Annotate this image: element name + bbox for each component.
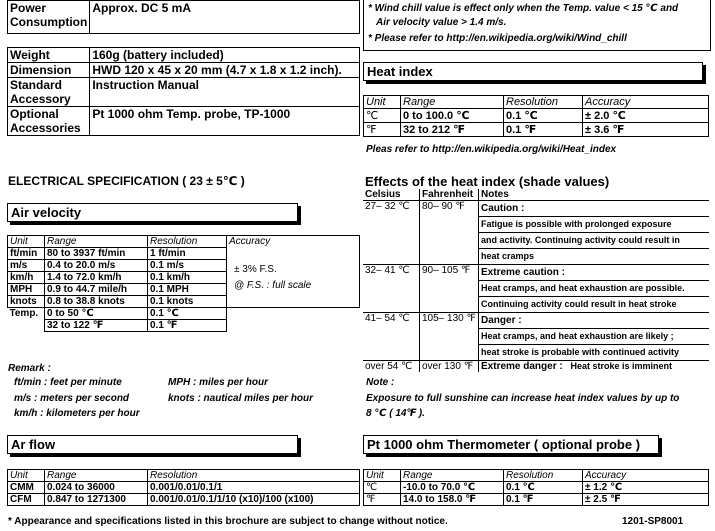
heat-index-note: Pleas refer to http://en.wikipedia.org/wiki/Heat_index — [366, 144, 617, 155]
cell-unit: MPH — [8, 284, 45, 296]
remark-left-3: km/h : kilometers per hour — [14, 408, 140, 419]
cell-range: 14.0 to 158.0 ℉ — [401, 494, 504, 506]
footer-disclaimer: * Appearance and specifications listed in this brochure are subject to change without notice. — [8, 516, 448, 527]
header-accuracy: Accuracy — [583, 470, 709, 482]
cell-unit: km/h — [8, 272, 45, 284]
header-range: Range — [45, 236, 148, 248]
cell-unit: m/s — [8, 260, 45, 272]
cell-resolution: 0.1 ℃ — [504, 109, 583, 123]
header-notes: Notes — [479, 189, 709, 201]
wind-chill-note-3: * Please refer to http://en.wikipedia.org/wiki/Wind_chill — [368, 33, 627, 44]
table-row — [8, 48, 360, 63]
header-resolution: Resolution — [504, 96, 583, 109]
table-row — [363, 265, 709, 313]
cell-range: 0.8 to 38.8 knots — [45, 296, 148, 308]
remark-left-2: m/s : meters per second — [14, 393, 130, 404]
cell-resolution: 0.1 m/s — [148, 260, 227, 272]
table-row — [364, 482, 709, 494]
spec-value: Instruction Manual — [90, 78, 360, 107]
note-title: Caution : — [479, 201, 709, 217]
note-title: Extreme caution : — [479, 265, 709, 281]
table-row — [363, 313, 709, 361]
note-title: Danger : — [479, 313, 709, 329]
pt1000-title: Pt 1000 ohm Thermometer ( optional probe ) — [363, 435, 659, 454]
cell-resolution: 0.1 ℃ — [148, 308, 227, 320]
header-resolution: Resolution — [504, 470, 583, 482]
spec-value: Pt 1000 ohm Temp. probe, TP-1000 — [90, 107, 360, 136]
cell-range: 0.4 to 20.0 m/s — [45, 260, 148, 272]
cell-accuracy: ± 1.2 ℃ — [583, 482, 709, 494]
table-row — [8, 482, 360, 494]
remark-title: Remark : — [8, 363, 51, 374]
cell-range: 0 to 50 ℃ — [45, 308, 148, 320]
cell-range: 0 to 100.0 ℃ — [401, 109, 504, 123]
cell-celsius: 41– 54 ℃ — [363, 313, 420, 361]
spec-value: HWD 120 x 45 x 20 mm (4.7 x 1.8 x 1.2 inch). — [90, 63, 360, 78]
air-velocity-title: Air velocity — [7, 203, 298, 222]
heat-index-title: Heat index — [363, 62, 703, 81]
header-resolution: Resolution — [148, 470, 360, 482]
general-spec-table — [7, 0, 360, 136]
note-line: and activity. Continuing activity could result in — [479, 233, 709, 249]
cell-celsius: over 54 ℃ — [363, 361, 420, 373]
accuracy-value: ± 3% F.S. — [234, 263, 277, 275]
note-title: Extreme danger : — [481, 361, 563, 372]
cell-range: 80 to 3937 ft/min — [45, 248, 148, 260]
cell-notes — [479, 201, 709, 265]
table-row — [363, 361, 709, 373]
header-unit: Unit — [364, 470, 401, 482]
cell-accuracy: ± 2.0 ℃ — [583, 109, 709, 123]
cell-resolution: 0.1 MPH — [148, 284, 227, 296]
heat-note-title: Note : — [366, 377, 395, 388]
cell-notes — [479, 361, 709, 373]
wind-chill-notes-box — [363, 0, 711, 51]
air-flow-table — [7, 469, 360, 506]
heat-note-line-2: 8 ℃ ( 14℉ ). — [366, 408, 425, 419]
spec-label: Optional Accessories — [8, 107, 90, 136]
cell-empty — [227, 308, 360, 332]
cell-notes — [479, 313, 709, 361]
cell-unit: knots — [8, 296, 45, 308]
heat-effects-table — [363, 189, 709, 372]
spec-label: Dimension — [8, 63, 90, 78]
cell-fahrenheit: 90– 105 ℉ — [420, 265, 479, 313]
spec-value: 160g (battery included) — [90, 48, 360, 63]
cell-resolution: 0.1 knots — [148, 296, 227, 308]
remark-right-2: knots : nautical miles per hour — [168, 393, 314, 404]
air-flow-title: Ar flow — [7, 435, 298, 454]
cell-range: 32 to 212 ℉ — [401, 123, 504, 137]
cell-resolution: 0.001/0.01/0.1/1 — [148, 482, 360, 494]
heat-note-line-1: Exposure to full sunshine can increase heat index values by up to — [366, 393, 680, 404]
remark-left-1: ft/min : feet per minute — [14, 377, 122, 388]
cell-unit: CMM — [8, 482, 45, 494]
cell-range: 32 to 122 ℉ — [45, 320, 148, 332]
electrical-spec-title: ELECTRICAL SPECIFICATION ( 23 ± 5℃ ) — [8, 174, 245, 188]
table-row — [364, 470, 709, 482]
table-row — [8, 63, 360, 78]
cell-resolution: 0.001/0.01/0.1/1/10 (x10)/100 (x100) — [148, 494, 360, 506]
pt1000-table — [363, 469, 709, 506]
cell-range: -10.0 to 70.0 ℃ — [401, 482, 504, 494]
accuracy-note: @ F.S. : full scale — [234, 279, 312, 291]
note-line: Heat cramps, and heat exhaustion are possible. — [479, 281, 709, 297]
table-row — [8, 308, 360, 320]
cell-resolution: 0.1 ℃ — [504, 482, 583, 494]
remark-right-1: MPH : miles per hour — [168, 377, 269, 388]
header-unit: Unit — [8, 236, 45, 248]
cell-resolution: 0.1 ℉ — [504, 494, 583, 506]
cell-range: 0.024 to 36000 — [45, 482, 148, 494]
heat-index-table — [363, 95, 709, 137]
cell-range: 0.847 to 1271300 — [45, 494, 148, 506]
table-row — [364, 123, 709, 137]
header-unit: Unit — [364, 96, 401, 109]
header-range: Range — [401, 96, 504, 109]
table-row — [8, 107, 360, 136]
cell-accuracy — [227, 248, 360, 308]
cell-unit: CFM — [8, 494, 45, 506]
footer-code: 1201-SP8001 — [622, 516, 684, 527]
table-row — [363, 201, 709, 265]
table-row — [8, 1, 360, 34]
wind-chill-note-2: Air velocity value > 1.4 m/s. — [376, 17, 507, 28]
cell-unit: ℉ — [364, 123, 401, 137]
cell-unit: ℃ — [364, 482, 401, 494]
spacer — [8, 34, 360, 48]
header-range: Range — [401, 470, 504, 482]
cell-resolution: 0.1 ℉ — [504, 123, 583, 137]
note-line: Fatigue is possible with prolonged exposure — [479, 217, 709, 233]
cell-celsius: 27– 32 ℃ — [363, 201, 420, 265]
cell-unit: Temp. — [8, 308, 45, 332]
note-line: Heat stroke is imminent — [570, 361, 673, 371]
header-accuracy: Accuracy — [227, 236, 360, 248]
note-line: heat stroke is probable with continued activity — [481, 347, 680, 357]
header-unit: Unit — [8, 470, 45, 482]
header-resolution: Resolution — [148, 236, 227, 248]
cell-resolution: 0.1 km/h — [148, 272, 227, 284]
cell-fahrenheit: over 130 ℉ — [420, 361, 479, 373]
table-row — [364, 109, 709, 123]
table-row — [363, 189, 709, 201]
cell-fahrenheit: 105– 130 ℉ — [420, 313, 479, 361]
cell-resolution: 1 ft/min — [148, 248, 227, 260]
table-row — [8, 248, 360, 260]
note-line: heat cramps — [481, 251, 535, 261]
note-line: Heat cramps, and heat exhaustion are likely ; — [479, 329, 709, 345]
cell-unit: ft/min — [8, 248, 45, 260]
spec-label: Power Consumption — [8, 1, 90, 34]
table-row — [364, 494, 709, 506]
spec-value: Approx. DC 5 mA — [90, 1, 360, 34]
wind-chill-note-1: * Wind chill value is effect only when the Temp. value < 15 ℃ and — [368, 3, 679, 14]
header-celsius: Celsius — [363, 189, 420, 201]
spec-label: Weight — [8, 48, 90, 63]
cell-celsius: 32– 41 ℃ — [363, 265, 420, 313]
table-row — [8, 236, 360, 248]
cell-range: 1.4 to 72.0 km/h — [45, 272, 148, 284]
air-velocity-table — [7, 235, 360, 332]
note-line: Continuing activity could result in heat stroke — [481, 299, 677, 309]
cell-range: 0.9 to 44.7 mile/h — [45, 284, 148, 296]
cell-unit: ℃ — [364, 109, 401, 123]
table-row — [8, 470, 360, 482]
table-row — [8, 494, 360, 506]
table-row — [8, 78, 360, 107]
header-accuracy: Accuracy — [583, 96, 709, 109]
cell-accuracy: ± 2.5 ℉ — [583, 494, 709, 506]
cell-resolution: 0.1 ℉ — [148, 320, 227, 332]
cell-accuracy: ± 3.6 ℉ — [583, 123, 709, 137]
cell-unit: ℉ — [364, 494, 401, 506]
cell-fahrenheit: 80– 90 ℉ — [420, 201, 479, 265]
table-row — [364, 96, 709, 109]
spec-label: Standard Accessory — [8, 78, 90, 107]
heat-effects-title: Effects of the heat index (shade values) — [365, 174, 610, 189]
cell-notes — [479, 265, 709, 313]
header-range: Range — [45, 470, 148, 482]
header-fahrenheit: Fahrenheit — [420, 189, 479, 201]
